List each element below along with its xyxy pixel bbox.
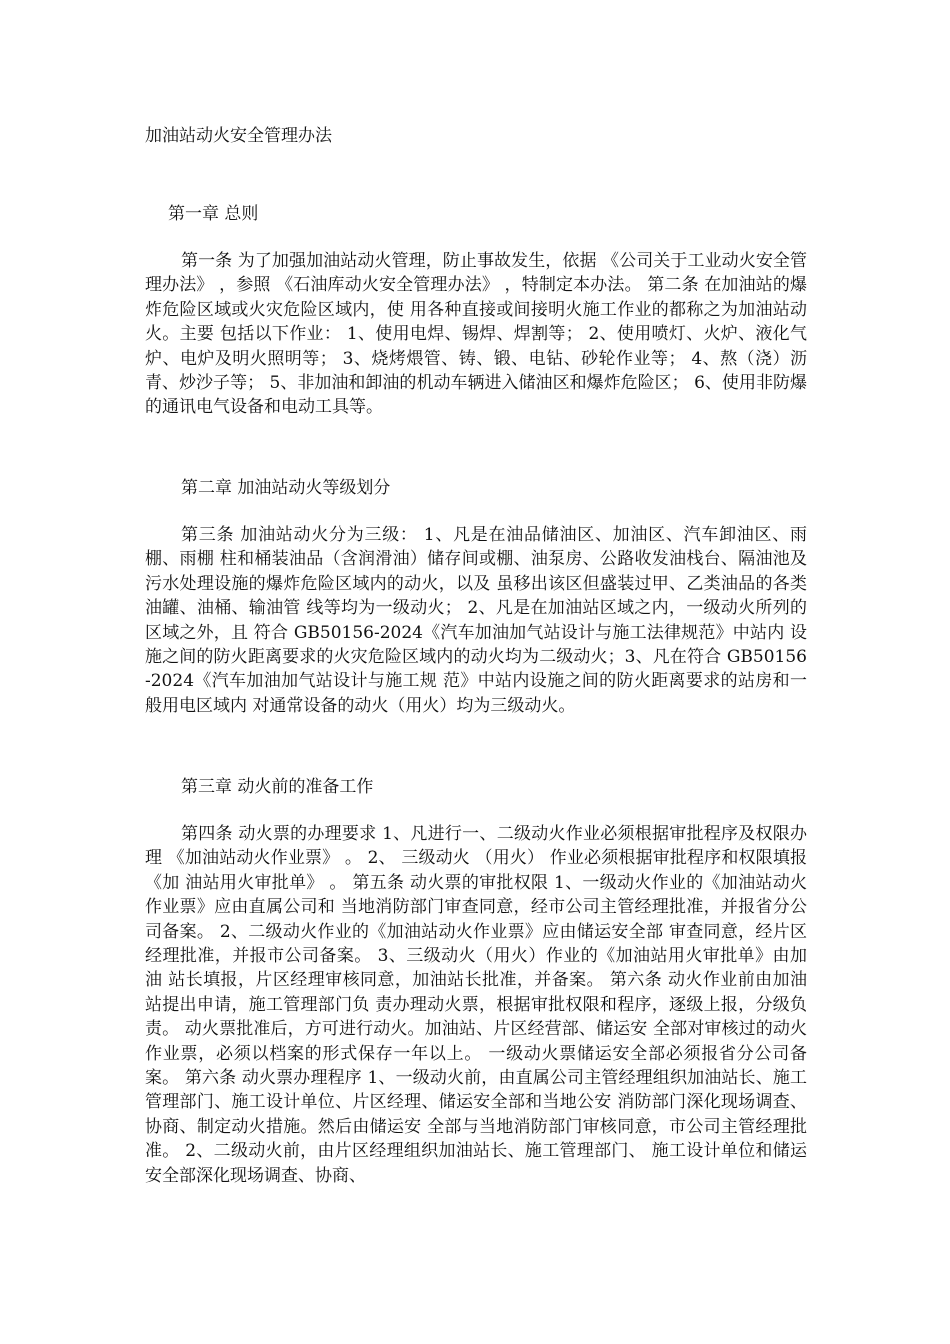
chapter-1-body: 第一条 为了加强加油站动火管理，防止事故发生，依据 《公司关于工业动火安全管理办法》 ，参照 《石油库动火安全管理办法》 ，特制定本办法。 第二条 在加油站的爆炸危险区域或火灾危险区域内，使 用各种直接或间接明火施工作业的都称之为加油站动火。主要 包括以下作业： 1、使用电焊、锡焊、焊割等； 2、使用喷灯、火炉、液化气炉、电炉及明火照明等； 3、烧烤煨管、铸、锻、电钻、砂轮作业等； 4、熬（浇）沥青、炒沙子等； 5、非加油和卸油的机动车辆进入储油区和爆炸危险区； 6、使用非防爆的通讯电气设备和电动工具等。 <box>145 251 807 418</box>
document-title: 加油站动火安全管理办法 <box>145 126 332 146</box>
chapter-1-heading: 第一章 总则 <box>168 204 259 224</box>
chapter-2-heading: 第二章 加油站动火等级划分 <box>181 478 391 498</box>
chapter-3-body: 第四条 动火票的办理要求 1、凡进行一、二级动火作业必须根据审批程序及权限办理 《加油站动火作业票》 。 2、 三级动火 （用火） 作业必须根据审批程序和权限填报 《加 油站用火审批单》 。 第五条 动火票的审批权限 1、一级动火作业的《加油站动火作业票》应由直属公司和 当地消防部门审查同意，经市公司主管经理批准，并报省分公 司备案。 2、二级动火作业的《加油站动火作业票》应由储运安全部 审查同意，经片区经理批准，并报市公司备案。 3、三级动火（用火）作业的《加油站用火审批单》由加油 站长填报，片区经理审核同意，加油站长批准，并备案。 第六条 动火作业前由加油站提出申请，施工管理部门负 责办理动火票，根据审批权限和程序，逐级上报，分级负责。 动火票批准后，方可进行动火。加油站、片区经营部、储运安 全部对审核过的动火作业票，必须以档案的形式保存一年以上。 一级动火票储运安全部必须报省分公司备案。 第六条 动火票办理程序 1、一级动火前，由直属公司主管经理组织加油站长、施工 管理部门、施工设计单位、片区经理、储运安全部和当地公安 消防部门深化现场调查、协商、制定动火措施。然后由储运安 全部与当地消防部门审核同意，市公司主管经理批准。 2、二级动火前，由片区经理组织加油站长、施工管理部门、 施工设计单位和储运安全部深化现场调查、协商、 <box>145 824 807 1186</box>
chapter-3-heading: 第三章 动火前的准备工作 <box>181 777 374 797</box>
chapter-2-body: 第三条 加油站动火分为三级： 1、凡是在油品储油区、加油区、汽车卸油区、雨棚、雨棚 柱和桶装油品（含润滑油）储存间或棚、油泵房、公路收发油栈台、隔油池及污水处理设施的爆炸危险区域内的动火，以及 虽移出该区但盛装过甲、乙类油品的各类油罐、油桶、输油管 线等均为一级动火； 2、凡是在加油站区域之内，一级动火所列的区域之外，且 符合 GB50156-2024《汽车加油加气站设计与施工法律规范》中站内 设施之间的防火距离要求的火灾危险区域内的动火均为二级动火；3、凡在符合 GB50156-2024《汽车加油加气站设计与施工规 范》中站内设施之间的防火距离要求的站房和一般用电区域内 对通常设备的动火（用火）均为三级动火。 <box>145 525 807 716</box>
